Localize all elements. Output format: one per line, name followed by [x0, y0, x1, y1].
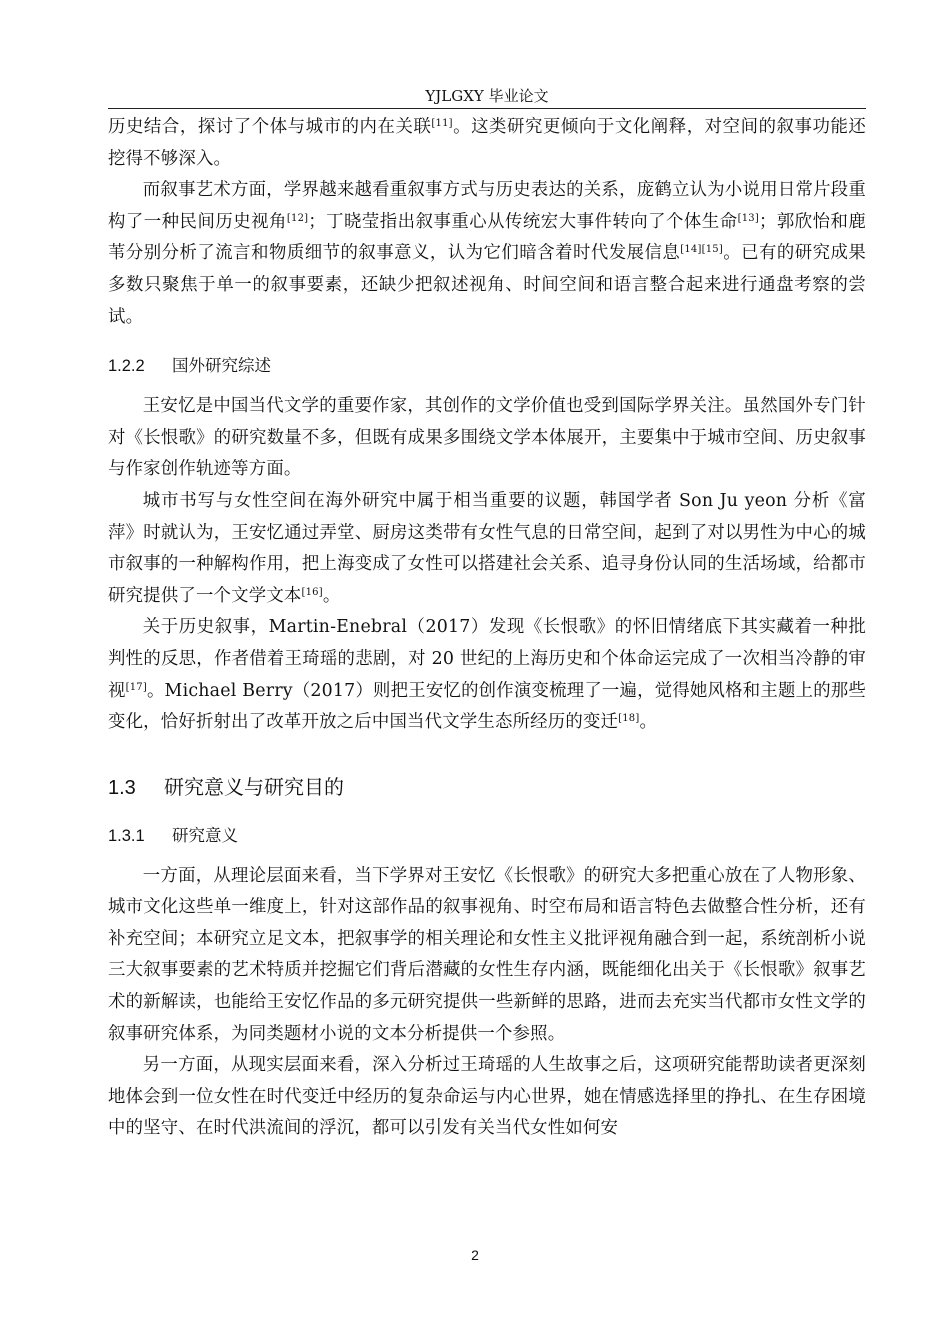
- citation: [12]: [286, 212, 309, 224]
- paragraph: 城市书写与女性空间在海外研究中属于相当重要的议题，韩国学者 Son Ju yeon 分析《富萍》时就认为，王安忆通过弄堂、厨房这类带有女性气息的日常空间，起到了对以男性为中心的城市叙事的一种解构作用，把上海变成了女性可以搭建社会关系、追寻身份认同的生活场域，给都市研究提供了一个文学文本[16]。: [108, 490, 866, 606]
- citation: [13]: [737, 212, 759, 224]
- citation: [11]: [431, 118, 453, 129]
- paragraph: 关于历史叙事，Martin-Enebral（2017）发现《长恨歌》的怀旧情绪底下其实藏着一种批判性的反思，作者借着王琦瑶的悲剧，对 20 世纪的上海历史和个体命运完成了一次相当冷静的审视[17]。Michael Berry（2017）则把王安忆的创作演变梳理了一遍，觉得她风格和主题上的那些变化，恰好折射出了改革开放之后中国当代文学生态所经历的变迁[18]。: [108, 617, 866, 733]
- heading-number: 1.3: [108, 776, 136, 799]
- paragraph: 另一方面，从现实层面来看，深入分析过王琦瑶的人生故事之后，这项研究能帮助读者更深刻地体会到一位女性在时代变迁中经历的复杂命运与内心世界，她在情感选择里的挣扎、在生存困境中的坚守、在时代洪流间的浮沉，都可以引发有关当代女性如何安: [108, 1055, 866, 1139]
- header-divider: [108, 108, 866, 109]
- citation: [14][15]: [680, 244, 723, 256]
- subsection-heading: [108, 353, 866, 379]
- paragraph: 而叙事艺术方面，学界越来越看重叙事方式与历史表达的关系，庞鹤立认为小说用日常片段重构了一种民间历史视角[12]；丁晓莹指出叙事重心从传统宏大事件转向了个体生命[13]；郭欣怡和鹿苇分别分析了流言和物质细节的叙事意义，认为它们暗含着时代发展信息[14][15]。已有的研究成果多数只聚焦于单一的叙事要素，还缺少把叙述视角、时间空间和语言整合起来进行通盘考察的尝试。: [108, 180, 866, 327]
- subsection-heading: [108, 823, 866, 849]
- page-number: 2: [471, 1247, 479, 1263]
- paragraph: 王安忆是中国当代文学的重要作家，其创作的文学价值也受到国际学界关注。虽然国外专门针对《长恨歌》的研究数量不多，但既有成果多围绕文学本体展开，主要集中于城市空间、历史叙事与作家创作轨迹等方面。: [108, 396, 866, 480]
- page-body: [108, 112, 866, 1145]
- heading-title: 研究意义与研究目的: [164, 776, 344, 799]
- heading-title: 研究意义: [172, 826, 238, 845]
- citation: [16]: [301, 586, 323, 598]
- heading-number: 1.3.1: [108, 826, 145, 845]
- heading-number: 1.2.2: [108, 357, 145, 376]
- citation: [18]: [618, 713, 640, 725]
- section-heading: [108, 773, 866, 803]
- paragraph: 一方面，从理论层面来看，当下学界对王安忆《长恨歌》的研究大多把重心放在了人物形象、城市文化这些单一维度上，针对这部作品的叙事视角、时空布局和语言特色去做整合性分析，还有补充空间；本研究立足文本，把叙事学的相关理论和女性主义批评视角融合到一起，系统剖析小说三大叙事要素的艺术特质并挖掘它们背后潜藏的女性生存内涵，既能细化出关于《长恨歌》叙事艺术的新解读，也能给王安忆作品的多元研究提供一些新鲜的思路，进而去充实当代都市女性文学的叙事研究体系，为同类题材小说的文本分析提供一个参照。: [108, 865, 866, 1044]
- heading-title: 国外研究综述: [172, 357, 271, 376]
- page-header: YJLGXY 毕业论文: [425, 87, 549, 105]
- citation: [17]: [125, 681, 147, 693]
- paragraph: 历史结合，探讨了个体与城市的内在关联[11]。这类研究更倾向于文化阐释，对空间的叙事功能还挖得不够深入。: [108, 117, 866, 169]
